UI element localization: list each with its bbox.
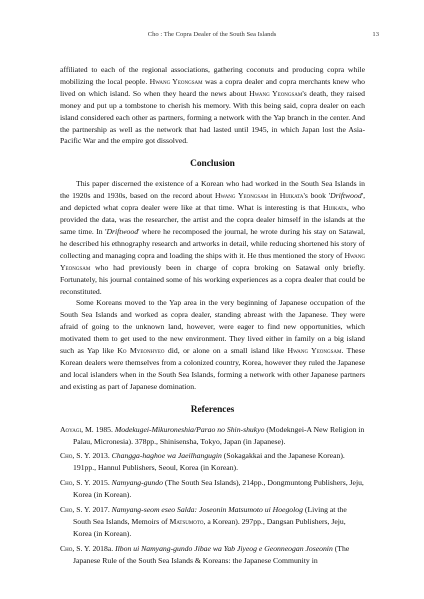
running-header: Cho : The Copra Dealer of the South Sea Islands (147, 31, 277, 38)
page-number: 13 (372, 31, 379, 38)
conclusion-paragraph-1: This paper discerned the existence of a Korean who had worked in the South Sea Islands in the 1920s and 1930s, based on the record about Hwang Yeongsam in Hijikata's book 'Driftwood', and depicted what copra dealer were like at that time. What is interesting is that Hijikata, who provided the data, was the researcher, the artist and the copra dealer himself in the islands at the same time. In 'Driftwood' where he recomposed the journal, he wrote during his stay on Satawal, he described his ethnography research and artworks in detail, while reducing shortened his story of collecting and managing copra and loading the ships with it. He thus mentioned the story of Hwang Yeongsam who had previously been in charge of copra broking on Satawal only briefly. Fortunately, his journal contained some of his working experiences as a copra dealer that could be reconstituted. (60, 179, 366, 296)
intro-paragraph: affiliated to each of the regional associations, gathering coconuts and producing copra while mobilizing the local people. Hwang Yeongsam was a copra dealer and copra merchants knew who lived on which island. So when they heard the news about Hwang Yeongsam's death, they raised money and put up a tombstone to cherish his memory. With this being said, copra dealer on each island considered each other as partners, forming a network with the Yap branch in the center. And the partnership as well as the network that had lasted until 1945, in which Japan lost the Asia-Pacific War and the empire got dissolved. (60, 65, 365, 146)
reference-item: Cho, S. Y. 2013. Changga-haghoe wa Jaeilhangugin (Sokagakkai and the Japanese Korean). 191pp., Hannul Publishers, Seoul, Korea (in Korean). (60, 451, 345, 473)
reference-list (60, 424, 365, 567)
references-heading: References (190, 404, 235, 415)
main-content (60, 64, 365, 570)
conclusion-paragraph-2: Some Koreans moved to the Yap area in the very beginning of Japanese occupation of the South Sea Islands and worked as copra dealer, standing abreast with the Japanese. They were afraid of going to the unknown land, however, were eager to find new opportunities, which motivated them to get used to the new environment. They lived either in family on a big island such as Yap like Ko Myeonhyeo did, or alone on a small island like Hwang Yeongsam. These Korean dealers were themselves from a colonized country, Korea, however they ruled the Japanese and local islanders when in the South Sea Islands, forming a network with other Japanese partners and existing as part of Japanese domination. (60, 298, 365, 391)
reference-item: Aoyagi, M. 1985. Modekugei-Mikuroneshia/Parao no Shin-shukyo (Modekngei-A New Religion in Palau, Micronesia). 378pp., Shinisensha, Tokyo, Japan (in Japanese). (60, 424, 365, 446)
conclusion-heading: Conclusion (190, 159, 235, 170)
reference-item: Cho, S. Y. 2015. Namyang-gundo (The South Sea Islands), 214pp., Dongmuntong Publishers, Jeju, Korea (in Korean). (60, 478, 364, 500)
reference-item: Cho, S. Y. 2017. Namyang-seom eseo Salda: Joseonin Matsumoto ui Hoegolog (Living at the South Sea Islands, Memoirs of Matsumoto, a Korean). 297pp., Dangsan Publishers, Jeju, Korea (in Korean). (60, 505, 347, 538)
reference-item: Cho, S. Y. 2018a. Ilbon ui Namyang-gundo Jibae wa Yab Jiyeog e Geonneogan Joseonin (The Japanese Rule of the South Sea Islands & Koreans: the Japanese Community in (60, 543, 350, 565)
